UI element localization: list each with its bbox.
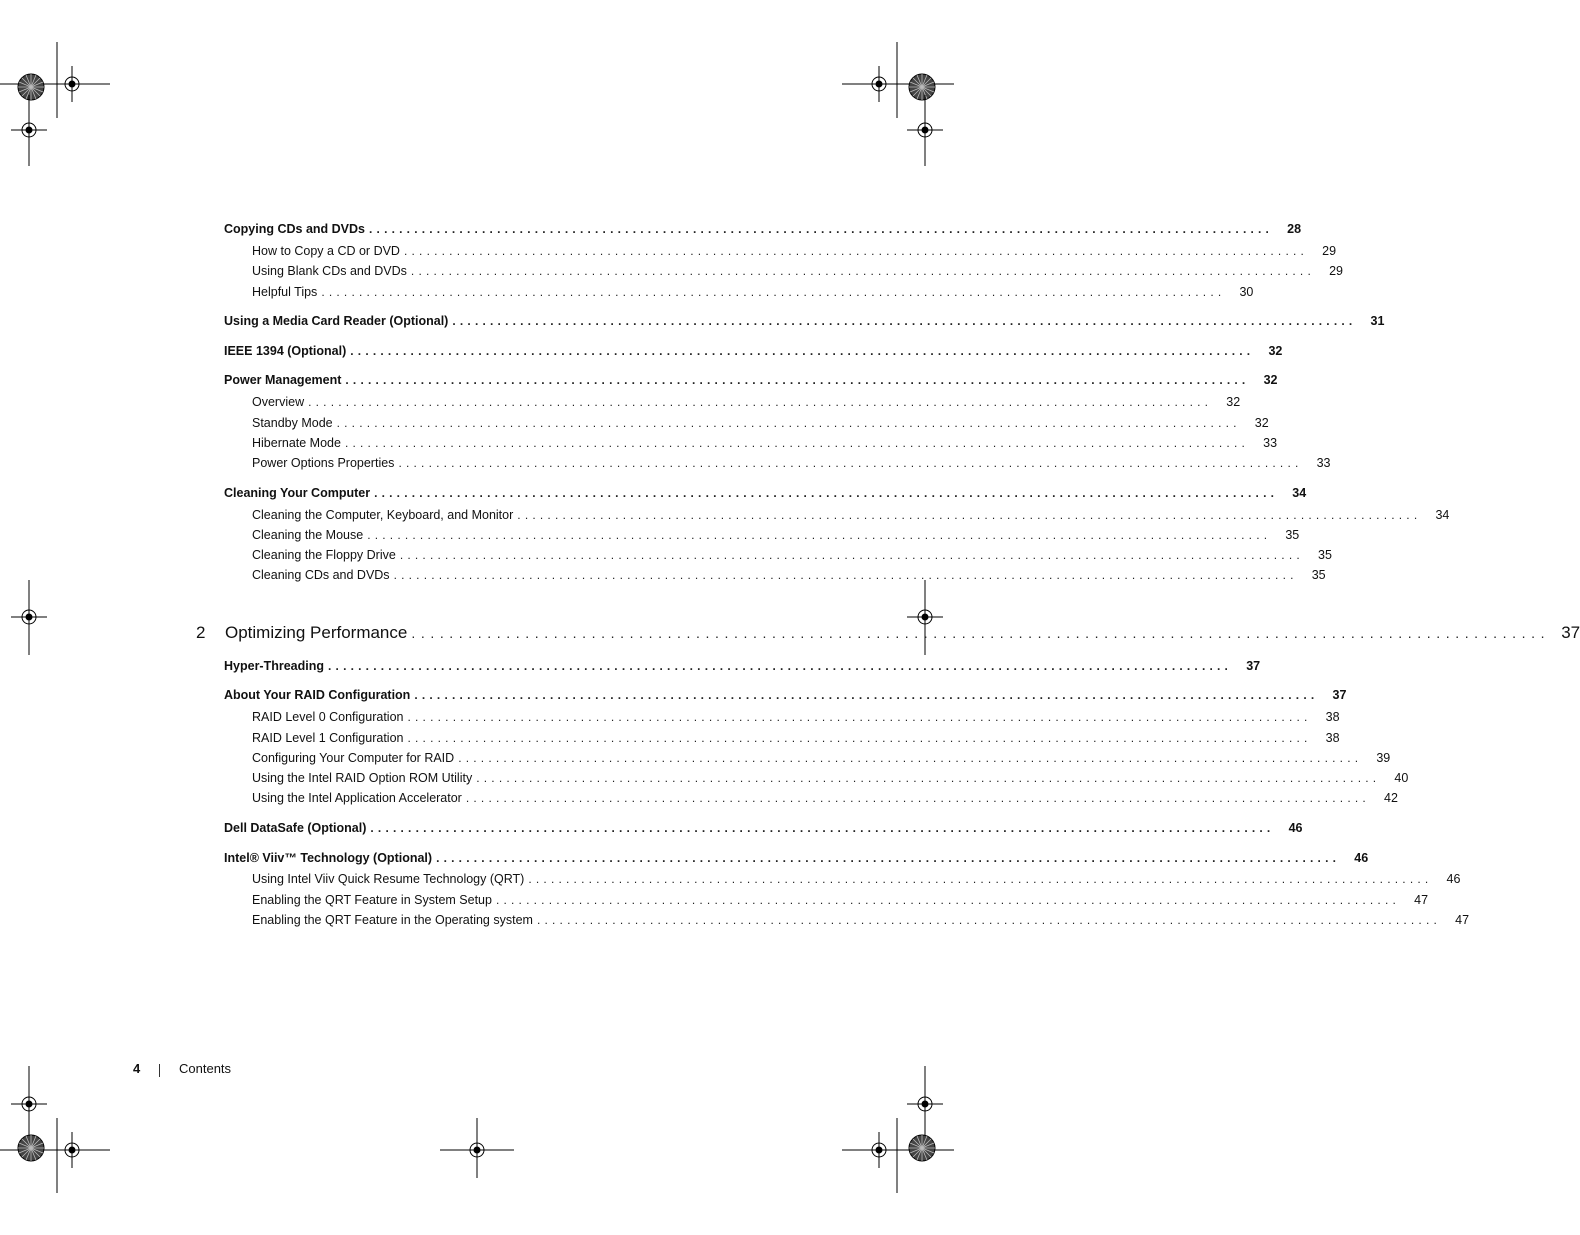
chapter-number: 2: [196, 623, 206, 642]
toc-entry-title: How to Copy a CD or DVD: [252, 242, 404, 260]
leader-dots: ........................................................................................................................: [399, 548, 1304, 562]
toc-entry-page: 39: [1362, 749, 1390, 767]
leader-dots: ........................................................................................................................: [374, 486, 1279, 500]
toc-entry-page: 34: [1278, 484, 1306, 502]
toc-section-entry[interactable]: [224, 686, 1347, 704]
toc-entry-title: RAID Level 1 Configuration: [252, 729, 407, 747]
toc-entry-page: 37: [1318, 686, 1346, 704]
leader-dots: ........................................................................................................................: [393, 568, 1298, 582]
toc-entry-title: Standby Mode: [252, 414, 337, 432]
toc-entry-title: Using a Media Card Reader (Optional): [224, 312, 452, 330]
leader-dots: ........................................................................................................................: [407, 710, 1312, 724]
leader-dots: ........................................................................................................................: [370, 821, 1275, 835]
toc-entry-title: About Your RAID Configuration: [224, 686, 414, 704]
toc-entry-page: 42: [1370, 789, 1398, 807]
toc-subsection-entry[interactable]: [252, 911, 1470, 929]
toc-entry-title: Overview: [252, 393, 308, 411]
toc-entry-page: 46: [1274, 819, 1302, 837]
toc-section-entry[interactable]: [224, 342, 1283, 360]
toc-entry-page: 34: [1421, 506, 1449, 524]
toc-entry-page: 37: [1232, 657, 1260, 675]
toc-section-entry[interactable]: [224, 819, 1303, 837]
toc-subsection-entry[interactable]: [252, 749, 1391, 767]
leader-dots: ........................................................................................................................: [367, 528, 1272, 542]
toc-entry-title: Enabling the QRT Feature in the Operating system: [252, 911, 537, 929]
toc-subsection-entry[interactable]: [252, 434, 1278, 452]
toc-entry-page: 47: [1400, 891, 1428, 909]
leader-dots: ........................................................................................................................: [336, 416, 1241, 430]
chapter-title: Optimizing Performance: [225, 620, 411, 646]
toc-entry-title: Enabling the QRT Feature in System Setup: [252, 891, 496, 909]
toc-entry-title: Cleaning the Mouse: [252, 526, 367, 544]
toc-section-entry[interactable]: [224, 849, 1369, 867]
toc-subsection-entry[interactable]: [252, 870, 1461, 888]
toc-subsection-entry[interactable]: [252, 414, 1269, 432]
toc-subsection-entry[interactable]: [252, 566, 1326, 584]
toc-entry-title: Copying CDs and DVDs: [224, 220, 369, 238]
chapter-entry[interactable]: [225, 620, 1580, 646]
toc-subsection-entry[interactable]: [252, 789, 1398, 807]
footer-section-title: Contents: [179, 1061, 232, 1076]
toc-entry-title: Power Management: [224, 371, 345, 389]
toc-subsection-entry[interactable]: [252, 891, 1429, 909]
toc-subsection-entry[interactable]: [252, 393, 1241, 411]
chapter-page: 37: [1550, 620, 1580, 646]
toc-entry-page: 32: [1212, 393, 1240, 411]
leader-dots: ........................................................................................................................: [452, 314, 1357, 328]
footer-page-number: 4: [133, 1061, 141, 1076]
toc-entry-page: 32: [1249, 371, 1277, 389]
toc-section-entry[interactable]: [224, 220, 1302, 238]
toc-entry-title: IEEE 1394 (Optional): [224, 342, 350, 360]
leader-dots: ........................................................................................................................: [369, 222, 1274, 236]
leader-dots: ........................................................................................................................: [403, 244, 1309, 258]
toc-entry-title: Configuring Your Computer for RAID: [252, 749, 458, 767]
toc-entry-title: Dell DataSafe (Optional): [224, 819, 370, 837]
toc-subsection-entry[interactable]: [252, 262, 1343, 280]
leader-dots: ........................................................................................................................: [414, 688, 1319, 702]
toc-entry-page: 28: [1273, 220, 1301, 238]
toc-section-entry[interactable]: [224, 657, 1261, 675]
leader-dots: ........................................................................................................................: [350, 344, 1255, 358]
toc-entry-page: 47: [1441, 911, 1469, 929]
toc-entry-title: Using the Intel Application Accelerator: [252, 789, 466, 807]
toc-entry-page: 35: [1298, 566, 1326, 584]
toc-entry-page: 33: [1249, 434, 1277, 452]
leader-dots: ........................................................................................................................: [344, 436, 1250, 450]
toc-entry-page: 38: [1312, 729, 1340, 747]
toc-entry-title: RAID Level 0 Configuration: [252, 708, 407, 726]
toc-subsection-entry[interactable]: [252, 242, 1337, 260]
leader-dots: ........................................................................................................................: [321, 285, 1226, 299]
leader-dots: ........................................................................................................................: [411, 625, 1551, 641]
toc-subsection-entry[interactable]: [252, 526, 1300, 544]
toc-entry-title: Cleaning Your Computer: [224, 484, 374, 502]
toc-entry-title: Hyper-Threading: [224, 657, 328, 675]
toc-section-entry[interactable]: [224, 371, 1278, 389]
leader-dots: ........................................................................................................................: [465, 791, 1370, 805]
toc-entry-page: 32: [1241, 414, 1269, 432]
leader-dots: ........................................................................................................................: [476, 771, 1381, 785]
toc-entry-title: Using Intel Viiv Quick Resume Technology (QRT): [252, 870, 528, 888]
leader-dots: ........................................................................................................................: [345, 373, 1250, 387]
toc-entry-title: Hibernate Mode: [252, 434, 345, 452]
toc-entry-title: Cleaning the Computer, Keyboard, and Monitor: [252, 506, 517, 524]
toc-subsection-entry[interactable]: [252, 769, 1409, 787]
toc-entry-page: 46: [1340, 849, 1368, 867]
toc-entry-page: 33: [1303, 454, 1331, 472]
toc-entry-page: 35: [1271, 526, 1299, 544]
toc-entry-page: 38: [1312, 708, 1340, 726]
toc-subsection-entry[interactable]: [252, 506, 1450, 524]
toc-subsection-entry[interactable]: [252, 729, 1340, 747]
toc-entry-title: Cleaning CDs and DVDs: [252, 566, 394, 584]
toc-entry-page: 46: [1432, 870, 1460, 888]
toc-entry-page: 40: [1380, 769, 1408, 787]
leader-dots: ........................................................................................................................: [517, 508, 1422, 522]
toc-subsection-entry[interactable]: [252, 454, 1331, 472]
leader-dots: ........................................................................................................................: [410, 264, 1315, 278]
leader-dots: ........................................................................................................................: [536, 913, 1442, 927]
toc-entry-title: Power Options Properties: [252, 454, 398, 472]
toc-section-entry[interactable]: [224, 312, 1385, 330]
leader-dots: ........................................................................................................................: [328, 659, 1233, 673]
toc-entry-page: 35: [1304, 546, 1332, 564]
toc-entry-title: Cleaning the Floppy Drive: [252, 546, 400, 564]
leader-dots: ........................................................................................................................: [436, 851, 1341, 865]
leader-dots: ........................................................................................................................: [407, 731, 1312, 745]
toc-entry-title: Using the Intel RAID Option ROM Utility: [252, 769, 476, 787]
toc-entry-title: Using Blank CDs and DVDs: [252, 262, 411, 280]
toc-entry-page: 32: [1254, 342, 1282, 360]
leader-dots: ........................................................................................................................: [458, 751, 1363, 765]
toc-entry-title: Helpful Tips: [252, 283, 321, 301]
toc-subsection-entry[interactable]: [252, 283, 1254, 301]
leader-dots: ........................................................................................................................: [495, 893, 1401, 907]
toc-section-entry[interactable]: [224, 484, 1307, 502]
toc-subsection-entry[interactable]: [252, 546, 1332, 564]
footer-divider: [159, 1064, 160, 1077]
toc-entry-title: Intel® Viiv™ Technology (Optional): [224, 849, 436, 867]
toc-entry-page: 31: [1356, 312, 1384, 330]
leader-dots: ........................................................................................................................: [308, 395, 1213, 409]
toc-subsection-entry[interactable]: [252, 708, 1340, 726]
toc-entry-page: 29: [1308, 242, 1336, 260]
leader-dots: ........................................................................................................................: [528, 872, 1433, 886]
toc-entry-page: 29: [1315, 262, 1343, 280]
leader-dots: ........................................................................................................................: [398, 456, 1303, 470]
toc-entry-page: 30: [1225, 283, 1253, 301]
